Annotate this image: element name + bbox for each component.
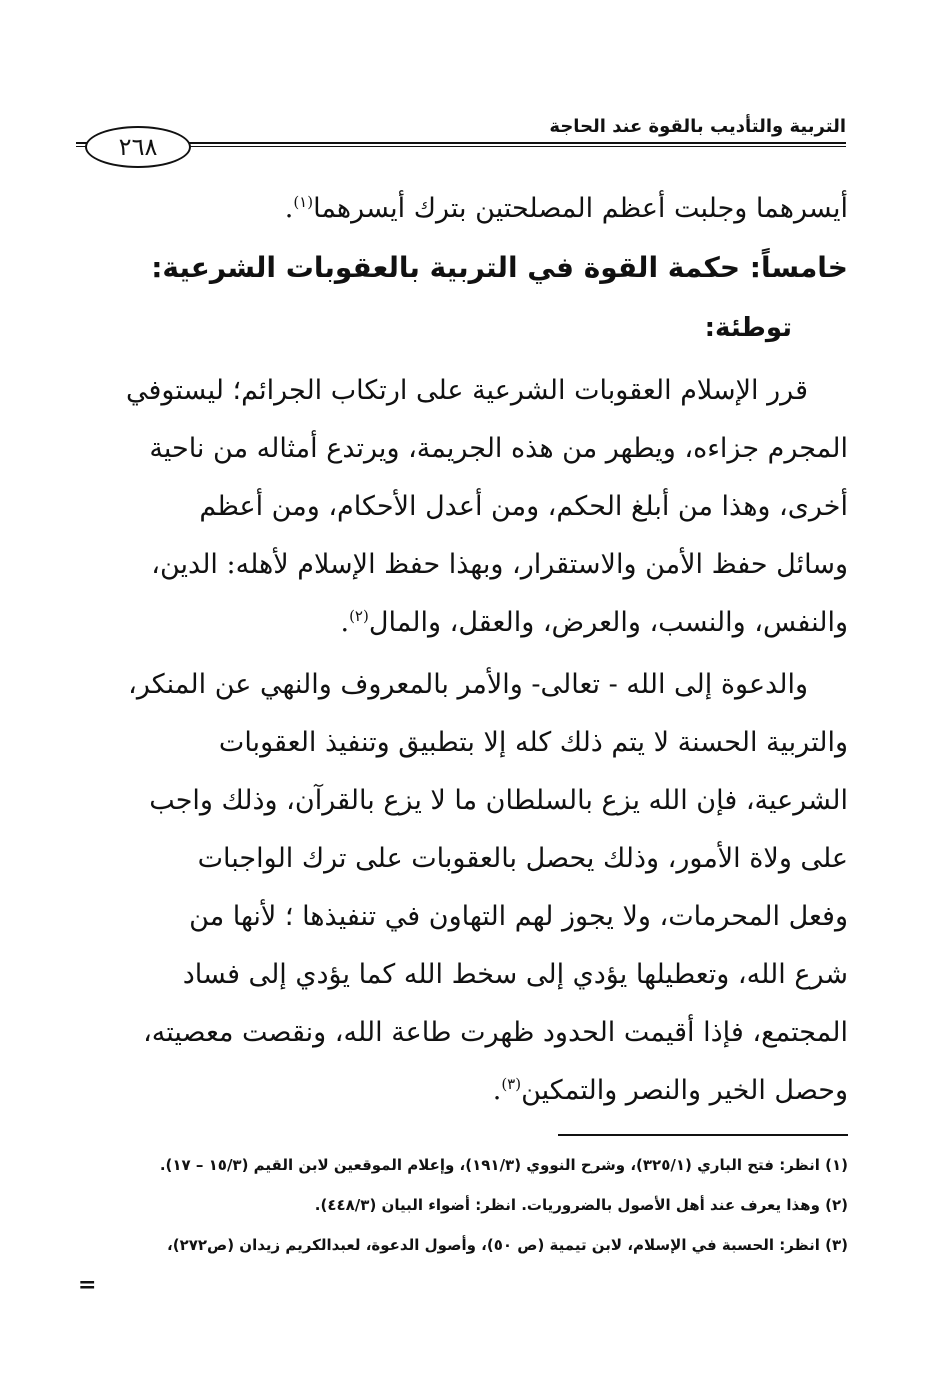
running-title: التربية والتأديب بالقوة عند الحاجة	[549, 116, 846, 137]
paragraph-2	[83, 656, 848, 1120]
header-rule-thin	[76, 146, 846, 147]
section-heading: خامساً: حكمة القوة في التربية بالعقوبات الشرعية:	[151, 251, 848, 284]
paragraph-line: أخرى، وهذا من أبلغ الحكم، ومن أعدل الأحكام، ومن أعظم	[199, 491, 848, 522]
paragraph-line: الشرعية، فإن الله يزع بالسلطان ما لا يزع بالقرآن، وذلك واجب	[149, 785, 848, 816]
footnote-separator	[558, 1134, 848, 1136]
footnote-ref-2: (٢)	[349, 607, 369, 625]
footnote-ref-1: (١)	[293, 193, 314, 211]
paragraph-line: شرع الله، وتعطيلها يؤدي إلى سخط الله كما يؤدي إلى فساد	[182, 959, 848, 990]
intro-line-end: .	[284, 193, 294, 224]
paragraph-line: وسائل حفظ الأمن والاستقرار، وبهذا حفظ الإسلام لأهله: الدين،	[151, 549, 848, 580]
paragraph-line: وفعل المحرمات، ولا يجوز لهم التهاون في تنفيذها ؛ لأنها من	[189, 901, 848, 932]
paragraph-line: المجتمع، فإذا أقيمت الحدود ظهرت طاعة الله، ونقصت معصيته،	[143, 1017, 848, 1048]
paragraph-last-line-text: وحصل الخير والنصر والتمكين	[521, 1075, 848, 1106]
paragraph-line: المجرم جزاءه، ويطهر من هذه الجريمة، ويرتدع أمثاله من ناحية	[149, 433, 848, 464]
paragraph-1	[83, 362, 848, 652]
intro-line	[83, 180, 848, 238]
page-number: ٢٦٨	[85, 126, 191, 168]
paragraph-line: على ولاة الأمور، وذلك يحصل بالعقوبات على ترك الواجبات	[197, 843, 848, 874]
paragraph-last-line-end: .	[340, 607, 350, 638]
paragraph-last-line-text: والنفس، والنسب، والعرض، والعقل، والمال	[368, 607, 848, 638]
running-header	[76, 112, 846, 148]
footnote-1: (١) انظر: فتح الباري (٣٢٥/١)، وشرح النووي (١٩١/٣)، وإعلام الموقعين لابن القيم (١٥/٣ – ١٧).	[159, 1156, 848, 1174]
paragraph-last-line	[83, 1062, 848, 1120]
paragraph-line: والتربية الحسنة لا يتم ذلك كله إلا بتطبيق وتنفيذ العقوبات	[218, 727, 848, 758]
paragraph-line: والدعوة إلى الله - تعالى- والأمر بالمعروف والنهي عن المنكر،	[128, 669, 808, 700]
subheading: توطئة:	[704, 313, 792, 343]
footnotes	[83, 1145, 848, 1265]
page-body	[83, 180, 848, 1124]
paragraph-line: قرر الإسلام العقوبات الشرعية على ارتكاب الجرائم؛ ليستوفي	[126, 375, 808, 406]
paragraph-last-line-end: .	[492, 1075, 502, 1106]
paragraph-last-line	[83, 594, 848, 652]
continuation-mark: =	[78, 1272, 97, 1298]
header-rule	[76, 142, 846, 144]
footnote-2: (٢) وهذا يعرف عند أهل الأصول بالضروريات. انظر: أضواء البيان (٤٤٨/٣).	[314, 1196, 848, 1214]
footnote-3: (٣) انظر: الحسبة في الإسلام، لابن تيمية (ص ٥٠)، وأصول الدعوة، لعبدالكريم زيدان (ص٢٧٢)،	[167, 1236, 848, 1254]
intro-line-text: أيسرهما وجلبت أعظم المصلحتين بترك أيسرهما	[313, 193, 848, 224]
footnote-ref-3: (٣)	[501, 1075, 522, 1093]
